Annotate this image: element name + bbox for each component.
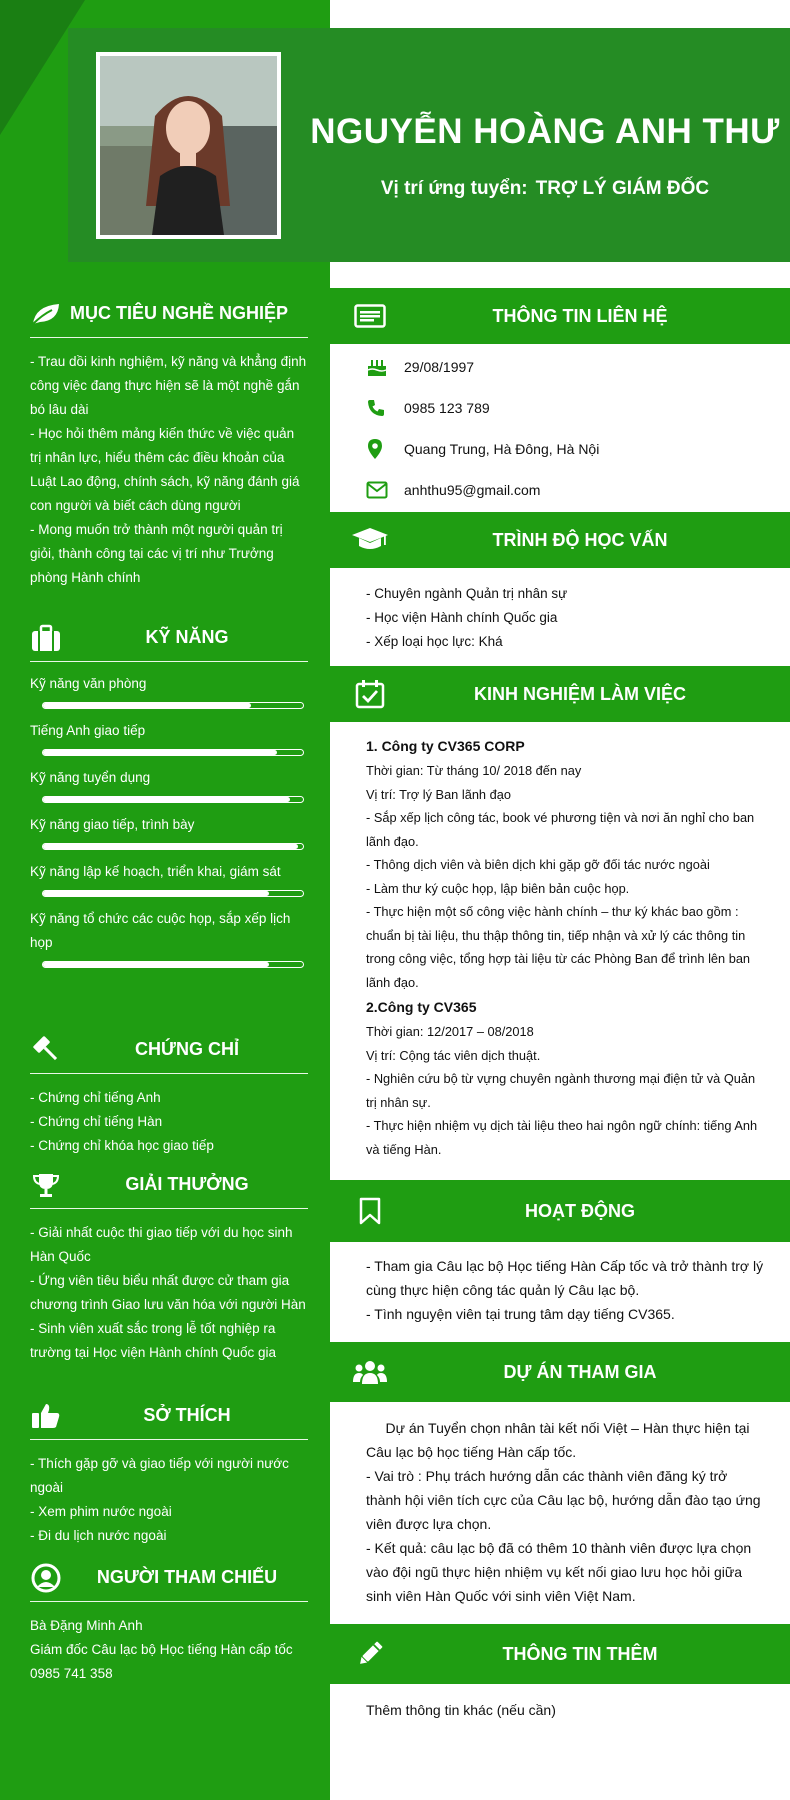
skill-bar-fill bbox=[43, 962, 269, 967]
skill-name: Kỹ năng tuyển dụng bbox=[30, 770, 151, 785]
hobbies-header bbox=[30, 1398, 308, 1440]
skill-bar-fill bbox=[43, 844, 298, 849]
references-title: NGƯỜI THAM CHIẾU bbox=[96, 1567, 278, 1587]
hobbies-section bbox=[30, 1398, 308, 1548]
projects-text bbox=[366, 1416, 766, 1608]
education-line: - Chuyên ngành Quản trị nhân sự bbox=[366, 586, 568, 601]
profile-photo-frame bbox=[96, 52, 281, 239]
objective-header bbox=[30, 296, 308, 338]
profile-photo bbox=[100, 56, 277, 235]
contact-phone-row bbox=[366, 387, 766, 428]
hobby-line: - Xem phim nước ngoài bbox=[30, 1504, 172, 1519]
skill-item bbox=[30, 672, 308, 709]
certificates-section bbox=[30, 1032, 308, 1158]
awards-header bbox=[30, 1167, 308, 1209]
awards-text bbox=[30, 1221, 308, 1365]
hobbies-text bbox=[30, 1452, 308, 1548]
contact-title: THÔNG TIN LIÊN HỆ bbox=[492, 305, 668, 326]
references-section bbox=[30, 1560, 308, 1686]
skills-title: KỸ NĂNG bbox=[145, 627, 229, 647]
job-line: Thời gian: Từ tháng 10/ 2018 đến nay bbox=[366, 763, 582, 778]
experience-header bbox=[330, 666, 790, 722]
job-company: 2.Công ty CV365 bbox=[366, 999, 477, 1015]
job-line: Vị trí: Cộng tác viên dịch thuật. bbox=[366, 1047, 541, 1063]
award-line: - Sinh viên xuất sắc trong lễ tốt nghiệp ra trường tại Học viện Hành chính Quốc gia bbox=[30, 1321, 277, 1360]
skill-bar bbox=[42, 961, 304, 968]
job-line: Thời gian: 12/2017 – 08/2018 bbox=[366, 1024, 534, 1039]
objective-text bbox=[30, 350, 308, 590]
awards-title: GIẢI THƯỞNG bbox=[125, 1174, 249, 1194]
extra-line: Thêm thông tin khác (nếu cần) bbox=[366, 1702, 556, 1718]
job-line: - Thực hiện nhiệm vụ dịch tài liệu theo hai ngôn ngữ chính: tiếng Anh và tiếng Hàn. bbox=[366, 1118, 758, 1157]
thumbs-up-icon bbox=[30, 1401, 66, 1431]
contact-email-row bbox=[366, 469, 766, 510]
activities-text bbox=[366, 1254, 766, 1326]
objective-line: - Trau dồi kinh nghiệm, kỹ năng và khẳng định công việc đang thực hiện sẽ là một nghề gắn bó lâu dài bbox=[30, 354, 307, 417]
references-header bbox=[30, 1560, 308, 1602]
skill-bar-fill bbox=[43, 891, 269, 896]
phone-value: 0985 123 789 bbox=[404, 399, 490, 416]
certificate-line: - Chứng chỉ khóa học giao tiếp bbox=[30, 1138, 214, 1153]
skill-bar bbox=[42, 796, 304, 803]
users-group-icon bbox=[330, 1358, 410, 1386]
skill-name: Kỹ năng văn phòng bbox=[30, 676, 147, 691]
graduation-cap-icon bbox=[330, 526, 410, 554]
job-line: - Thực hiện một số công việc hành chính – thư ký khác bao gồm : chuẩn bị tài liệu, thu thập thông tin, tiếp nhận và xử lý các thông tin trong công việc, tổng hợp tài liệu từ các Phòng Ban để trình lên ban lãnh đạo. bbox=[366, 904, 751, 990]
pencil-icon bbox=[330, 1639, 410, 1669]
position-label: Vị trí ứng tuyển: bbox=[380, 178, 528, 199]
job-line: - Thông dịch viên và biên dịch khi gặp gỡ đối tác nước ngoài bbox=[366, 857, 710, 872]
leaf-icon bbox=[30, 299, 66, 329]
certificates-text bbox=[30, 1086, 308, 1158]
certificates-header bbox=[30, 1032, 308, 1074]
hobby-line: - Đi du lịch nước ngoài bbox=[30, 1528, 167, 1543]
extra-text bbox=[366, 1698, 766, 1722]
skill-bar bbox=[42, 890, 304, 897]
map-pin-icon bbox=[366, 438, 404, 460]
education-line: - Học viện Hành chính Quốc gia bbox=[366, 610, 558, 625]
skill-name: Kỹ năng lập kế hoạch, triển khai, giám sát bbox=[30, 864, 281, 879]
skill-bar bbox=[42, 843, 304, 850]
skills-section bbox=[30, 620, 308, 968]
position-line bbox=[300, 178, 790, 200]
contact-address-row bbox=[366, 428, 766, 469]
user-circle-icon bbox=[30, 1563, 66, 1593]
references-text bbox=[30, 1614, 308, 1686]
skills-list bbox=[30, 672, 308, 968]
bookmark-icon bbox=[330, 1197, 410, 1225]
address-value: Quang Trung, Hà Đông, Hà Nội bbox=[404, 440, 600, 457]
education-text bbox=[366, 582, 766, 654]
email-value: anhthu95@gmail.com bbox=[404, 481, 541, 498]
certificate-line: - Chứng chỉ tiếng Hàn bbox=[30, 1114, 163, 1129]
skill-bar-fill bbox=[43, 750, 277, 755]
project-line: Dự án Tuyển chọn nhân tài kết nối Việt – Hàn thực hiện tại Câu lạc bộ học tiếng Hàn cấp tốc. bbox=[366, 1420, 754, 1460]
projects-header bbox=[330, 1342, 790, 1402]
skill-item bbox=[30, 719, 308, 756]
job-line: Vị trí: Trợ lý Ban lãnh đạo bbox=[366, 786, 511, 802]
award-line: - Ứng viên tiêu biểu nhất được cử tham gia chương trình Giao lưu văn hóa với người Hàn bbox=[30, 1273, 306, 1312]
briefcase-icon bbox=[30, 623, 66, 653]
objective-title: MỤC TIÊU NGHỀ NGHIỆP bbox=[70, 303, 289, 323]
project-line: - Vai trò : Phụ trách hướng dẫn các thành viên đăng ký trở thành hội viên tích cực của Câu lạc bộ, hướng dẫn đào tạo ứng viên được lựa chọn. bbox=[366, 1468, 761, 1532]
activities-header bbox=[330, 1180, 790, 1242]
job-company: 1. Công ty CV365 CORP bbox=[366, 738, 525, 754]
contact-birthday-row bbox=[366, 346, 766, 387]
activity-line: - Tham gia Câu lạc bộ Học tiếng Hàn Cấp tốc và trở thành trợ lý cùng thực hiện công tác quản lý Câu lạc bộ. bbox=[366, 1258, 764, 1298]
calendar-check-icon bbox=[330, 679, 410, 709]
skill-bar bbox=[42, 702, 304, 709]
skill-name: Kỹ năng giao tiếp, trình bày bbox=[30, 817, 195, 832]
certificate-line: - Chứng chỉ tiếng Anh bbox=[30, 1090, 161, 1105]
education-line: - Xếp loại học lực: Khá bbox=[366, 634, 503, 649]
skill-bar bbox=[42, 749, 304, 756]
skill-item bbox=[30, 766, 308, 803]
skill-bar-fill bbox=[43, 703, 251, 708]
award-line: - Giải nhất cuộc thi giao tiếp với du học sinh Hàn Quốc bbox=[30, 1225, 293, 1264]
experience-title: KINH NGHIỆM LÀM VIỆC bbox=[473, 683, 686, 704]
candidate-name: NGUYỄN HOÀNG ANH THƯ bbox=[310, 112, 780, 151]
experience-text bbox=[366, 733, 766, 1161]
trophy-icon bbox=[30, 1170, 66, 1200]
position-value: TRỢ LÝ GIÁM ĐỐC bbox=[535, 178, 710, 199]
extra-title: THÔNG TIN THÊM bbox=[502, 1643, 658, 1664]
cake-icon bbox=[366, 357, 404, 377]
birthday-value: 29/08/1997 bbox=[404, 358, 475, 375]
skill-item bbox=[30, 813, 308, 850]
skills-header bbox=[30, 620, 308, 662]
envelope-icon bbox=[366, 481, 404, 499]
activity-line: - Tình nguyện viên tại trung tâm dạy tiếng CV365. bbox=[366, 1306, 675, 1322]
objective-line: - Học hỏi thêm mảng kiến thức về việc quản trị nhân lực, hiểu thêm các điều khoản của Luật Lao động, chính sách, kỹ năng đánh giá con người và biết cách dùng người bbox=[30, 426, 300, 513]
id-card-icon bbox=[330, 304, 410, 328]
education-header bbox=[330, 512, 790, 568]
reference-phone: 0985 741 358 bbox=[30, 1666, 113, 1681]
awards-section bbox=[30, 1167, 308, 1365]
reference-role: Giám đốc Câu lạc bộ Học tiếng Hàn cấp tốc bbox=[30, 1642, 293, 1657]
hobbies-title: SỞ THÍCH bbox=[143, 1405, 231, 1425]
job-line: - Nghiên cứu bộ từ vựng chuyên ngành thương mại điện tử và Quản trị nhân sự. bbox=[366, 1071, 756, 1110]
skill-bar-fill bbox=[43, 797, 290, 802]
project-line: - Kết quả: câu lạc bộ đã có thêm 10 thành viên được lựa chọn vào đội ngũ thực hiện nhiệm vụ kết nối giao lưu học hỏi giữa sinh viên Hàn Quốc với sinh viên Việt Nam. bbox=[366, 1540, 752, 1604]
projects-title: DỰ ÁN THAM GIA bbox=[503, 1361, 657, 1382]
activities-title: HOẠT ĐỘNG bbox=[525, 1200, 635, 1221]
education-title: TRÌNH ĐỘ HỌC VẤN bbox=[492, 529, 668, 550]
objective-line: - Mong muốn trở thành một người quản trị giỏi, thành công tại các vị trí như Trưởng phòng Hành chính bbox=[30, 522, 283, 585]
certificates-title: CHỨNG CHỈ bbox=[135, 1039, 239, 1059]
hobby-line: - Thích gặp gỡ và giao tiếp với người nước ngoài bbox=[30, 1456, 289, 1495]
reference-name: Bà Đặng Minh Anh bbox=[30, 1618, 143, 1633]
phone-icon bbox=[366, 398, 404, 418]
skill-item bbox=[30, 907, 308, 968]
skill-name: Kỹ năng tổ chức các cuộc họp, sắp xếp lịch họp bbox=[30, 911, 291, 950]
job-line: - Làm thư ký cuộc họp, lập biên bản cuộc họp. bbox=[366, 880, 630, 896]
skill-name: Tiếng Anh giao tiếp bbox=[30, 723, 146, 738]
skill-item bbox=[30, 860, 308, 897]
gavel-icon bbox=[30, 1035, 66, 1065]
extra-header bbox=[330, 1624, 790, 1684]
contact-list bbox=[366, 346, 766, 510]
objective-section bbox=[30, 296, 308, 590]
job-line: - Sắp xếp lịch công tác, book vé phương tiện và nơi ăn nghỉ cho ban lãnh đạo. bbox=[366, 810, 755, 849]
contact-header bbox=[330, 288, 790, 344]
